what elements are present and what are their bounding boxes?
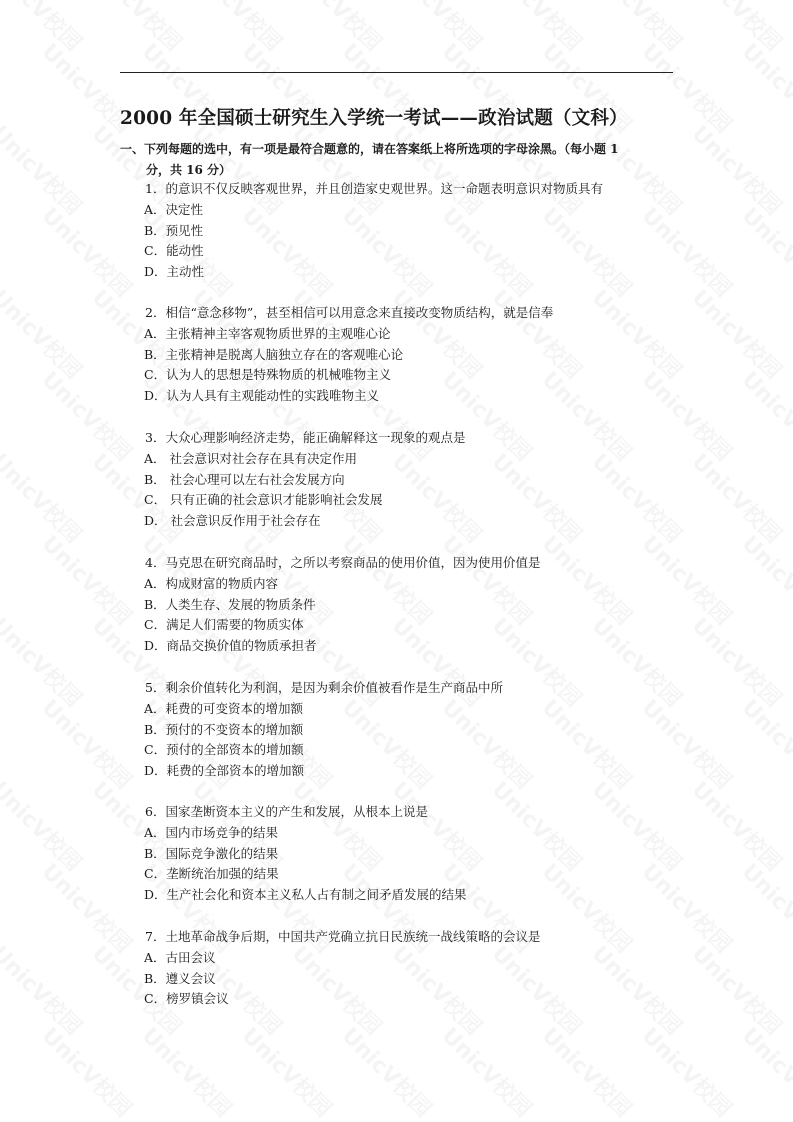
option: B． 社会心理可以左右社会发展方向: [144, 471, 345, 487]
watermark-text: [0, 0, 89, 57]
question-6: [144, 802, 704, 906]
watermark-text: [36, 1020, 139, 1122]
option: C．能动性: [144, 243, 204, 259]
watermark-text: [136, 1020, 239, 1122]
watermark-text: [736, 200, 793, 303]
option: B．人类生存、发展的物质条件: [144, 596, 316, 612]
option: D．生产社会化和资本主义私人占有制之间矛盾发展的结果: [144, 887, 467, 903]
question-stem: 2．相信“意念移物”，甚至相信可以用意念来直接改变物质结构，就是信奉: [145, 305, 554, 320]
section-instructions-line1: 一、下列每题的选中，有一项是最符合题意的，请在答案纸上将所选项的字母涂黑。（每小题 1: [120, 142, 619, 156]
watermark-text: [386, 0, 489, 57]
option: D．商品交换价值的物质承担者: [144, 638, 317, 654]
option: A． 社会意识对社会存在具有决定作用: [144, 450, 358, 466]
watermark-text: [536, 1020, 639, 1122]
watermark-text: [86, 0, 189, 57]
page-title: 2000 年全国硕士研究生入学统一考试——政治试题（文科）: [120, 108, 628, 129]
watermark-text: [436, 1020, 539, 1122]
option: A．主张精神主宰客观物质世界的主观唯心论: [144, 325, 391, 341]
watermark-text: [736, 36, 793, 139]
watermark-text: [36, 692, 139, 795]
watermark-text: [36, 528, 139, 631]
option: D． 社会意识反作用于社会存在: [144, 513, 321, 529]
option: D．认为人具有主观能动性的实践唯物主义: [144, 388, 380, 404]
watermark-text: [0, 118, 89, 221]
option: C．榜罗镇会议: [144, 991, 229, 1007]
option: C．垄断统治加强的结果: [144, 866, 279, 882]
question-stem: 6．国家垄断资本主义的产生和发展，从根本上说是: [145, 804, 428, 819]
watermark-text: [686, 0, 789, 57]
option: B．预付的不变资本的增加额: [144, 721, 304, 737]
option: A．国内市场竞争的结果: [144, 824, 279, 840]
watermark-text: [36, 200, 139, 303]
watermark-text: [186, 0, 289, 57]
watermark-text: [736, 528, 793, 631]
watermark-text: [0, 282, 89, 385]
option: C．满足人们需要的物质实体: [144, 617, 304, 633]
option: B．主张精神是脱离人脑独立存在的客观唯心论: [144, 346, 404, 362]
watermark-text: [236, 1020, 339, 1122]
question-7: [144, 927, 704, 1010]
watermark-text: [586, 0, 689, 57]
watermark-text: [736, 364, 793, 467]
section-heading: [120, 139, 675, 181]
option: D．耗费的全部资本的增加额: [144, 763, 305, 779]
section-instructions-line2: 分，共 16 分）: [146, 163, 232, 177]
option: A．构成财富的物质内容: [144, 575, 279, 591]
option: A．古田会议: [144, 949, 216, 965]
watermark-text: [36, 364, 139, 467]
watermark-text: [0, 938, 89, 1041]
header-rule: [120, 72, 673, 73]
question-1: [144, 179, 704, 283]
question-2: [144, 303, 704, 407]
option: D．主动性: [144, 264, 205, 280]
question-stem: 4．马克思在研究商品时，之所以考察商品的使用价值，因为使用价值是: [145, 555, 541, 570]
option: A．耗费的可变资本的增加额: [144, 700, 304, 716]
question-3: [144, 428, 704, 532]
question-4: [144, 553, 704, 657]
watermark-text: [486, 0, 589, 57]
watermark-text: [736, 692, 793, 795]
watermark-text: [736, 856, 793, 959]
watermark-text: [0, 446, 89, 549]
option: C．预付的全部资本的增加额: [144, 742, 304, 758]
watermark-text: [0, 610, 89, 713]
watermark-text: [286, 0, 389, 57]
question-stem: 1．的意识不仅反映客观世界，并且创造家史观世界。这一命题表明意识对物质具有: [145, 181, 603, 196]
option: B．预见性: [144, 222, 204, 238]
option: B．遵义会议: [144, 970, 216, 986]
question-5: [144, 678, 704, 782]
question-stem: 5．剩余价值转化为利润，是因为剩余价值被看作是生产商品中所: [145, 680, 503, 695]
question-stem: 3．大众心理影响经济走势，能正确解释这一现象的观点是: [145, 430, 466, 445]
option: A．决定性: [144, 201, 204, 217]
question-stem: 7．土地革命战争后期，中国共产党确立抗日民族统一战线策略的会议是: [145, 929, 541, 944]
option: B．国际竞争激化的结果: [144, 845, 279, 861]
watermark-text: [0, 774, 89, 877]
option: C． 只有正确的社会意识才能影响社会发展: [144, 492, 383, 508]
watermark-text: [336, 1020, 439, 1122]
watermark-text: [36, 856, 139, 959]
watermark-text: [636, 1020, 739, 1122]
option: C．认为人的思想是特殊物质的机械唯物主义: [144, 367, 392, 383]
watermark-text: [736, 1020, 793, 1122]
